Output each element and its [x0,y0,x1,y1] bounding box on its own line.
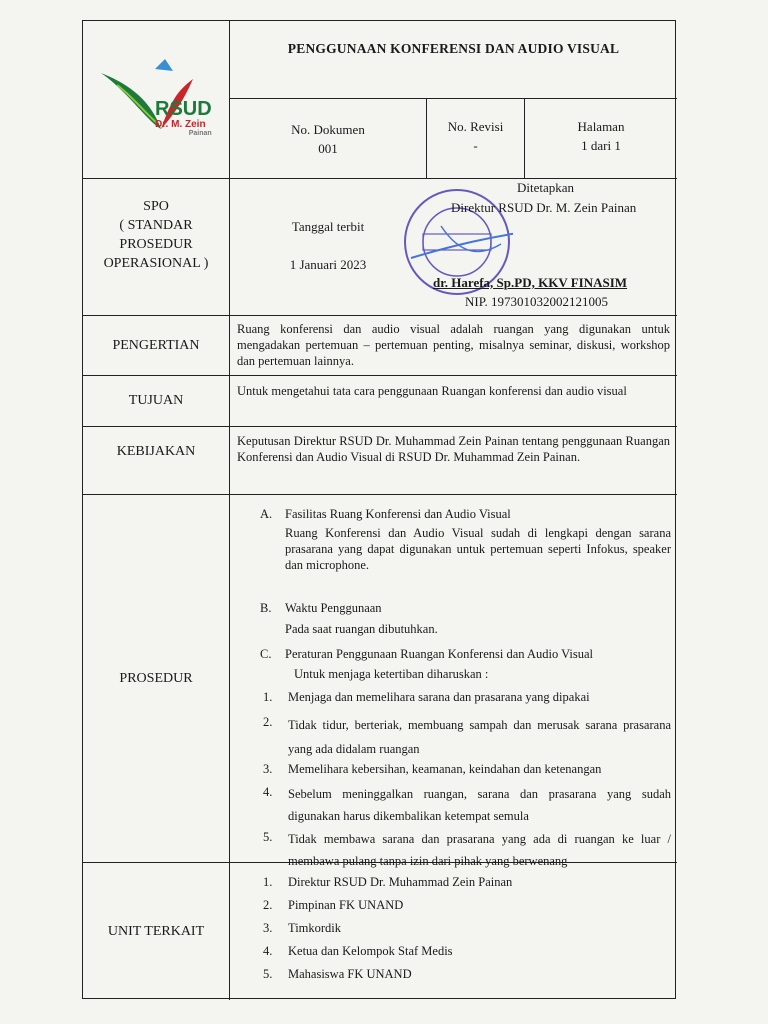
prosedur-content [230,495,677,868]
tujuan-label: TUJUAN [128,393,184,408]
unit-number: 4. [263,944,273,958]
rule-number: 1. [263,690,273,704]
spo-line-2: ( STANDAR [119,218,193,233]
unit-text: Timkordik [288,921,342,935]
document-title: PENGGUNAAN KONFERENSI DAN AUDIO VISUAL [287,41,620,56]
page-label: Halaman [577,119,625,134]
page-value: 1 dari 1 [581,138,621,153]
issue-date-cell [230,217,426,274]
unit-text: Pimpinan FK UNAND [288,898,404,912]
prosedur-c-mark: C. [260,647,272,661]
prosedur-c-intro: Untuk menjaga ketertiban diharuskan : [294,667,489,681]
unit-label: UNIT TERKAIT [107,923,205,939]
signer-nip: NIP. 197301032002121005 [465,294,609,309]
doc-number-value: 001 [318,140,338,156]
spo-line-3: PROSEDUR [119,237,193,252]
unit-list [230,863,677,1000]
rule-text: Memelihara kebersihan, keamanan, keindahan dan ketenangan [288,762,602,776]
rule-number: 2. [263,715,273,729]
prosedur-a-mark: A. [260,507,273,521]
logo-place: Painan [188,130,212,137]
unit-text: Ketua dan Kelompok Staf Medis [288,944,453,958]
tujuan-text: Untuk mengetahui tata cara penggunaan Ruangan konferensi dan audio visual [237,384,627,398]
rule-text: Menjaga dan memelihara sarana dan prasarana yang dipakai [288,690,590,704]
rule-number: 4. [263,785,273,799]
spo-line-4: OPERASIONAL ) [103,256,209,271]
page-cell [525,117,677,177]
prosedur-b-title: Waktu Penggunaan [285,601,382,615]
logo-name: RSUD [155,98,212,120]
unit-number: 3. [263,921,273,935]
revision-value: - [473,138,478,153]
prosedur-c-title: Peraturan Penggunaan Ruangan Konferensi dan Audio Visual [285,647,593,661]
issue-date-value: 1 Januari 2023 [289,257,367,272]
revision-cell [427,117,524,177]
doc-number-cell [230,99,426,178]
prosedur-label: PROSEDUR [119,670,193,686]
prosedur-a-text: Ruang Konferensi dan Audio Visual sudah di lengkapi dengan sarana prasarana yang dapat digunakan untuk pertemuan seperti Infokus, speaker dan microphone. [285,526,671,572]
unit-number: 2. [263,898,273,912]
prosedur-a-title: Fasilitas Ruang Konferensi dan Audio Visual [285,507,511,521]
sop-document [82,20,676,999]
rule-text: Sebelum meninggalkan ruangan, sarana dan prasarana yang sudah digunakan harus dikembalikan ketempat semula [288,787,671,823]
rule-text: Tidak tidur, berteriak, membuang sampah dan merusak sarana prasarana yang ada didalam ruangan [288,718,671,756]
doc-number-label: No. Dokumen [291,121,365,137]
signer-name: dr. Harefa, Sp.PD, KKV FINASIM [433,275,628,290]
pengertian-text: Ruang konferensi dan audio visual adalah ruangan yang digunakan untuk mengadakan pertemuan – pertemuan penting, misalnya seminar, diskusi, workshop dan pertemuan lainnya. [237,322,670,368]
approval-block [427,178,677,315]
spo-line-1: SPO [143,199,169,214]
logo-sub: Dr. M. Zein [155,119,206,130]
approval-by: Direktur RSUD Dr. M. Zein Painan [451,200,637,215]
rule-text: Tidak membawa sarana dan prasarana yang ada di ruangan ke luar / membawa pulang tanpa izin dari pihak yang berwenang [288,832,671,868]
pengertian-label: PENGERTIAN [112,337,200,353]
prosedur-b-mark: B. [260,601,272,615]
kebijakan-label: KEBIJAKAN [116,444,196,459]
unit-text: Mahasiswa FK UNAND [288,967,412,981]
approval-label: Ditetapkan [517,180,575,195]
issue-date-label: Tanggal terbit [291,219,365,234]
unit-number: 5. [263,967,273,981]
revision-label: No. Revisi [447,119,504,134]
unit-number: 1. [263,875,273,889]
rule-number: 5. [263,830,273,844]
hospital-logo [97,51,237,151]
unit-text: Direktur RSUD Dr. Muhammad Zein Painan [288,875,513,889]
logo-text [155,99,212,138]
spo-label-cell [83,197,229,273]
prosedur-b-text: Pada saat ruangan dibutuhkan. [285,622,438,636]
kebijakan-text: Keputusan Direktur RSUD Dr. Muhammad Zein Painan tentang penggunaan Ruangan Konferensi dan Audio Visual di RSUD Dr. Muhammad Zein Painan. [237,434,670,464]
rule-number: 3. [263,762,273,776]
